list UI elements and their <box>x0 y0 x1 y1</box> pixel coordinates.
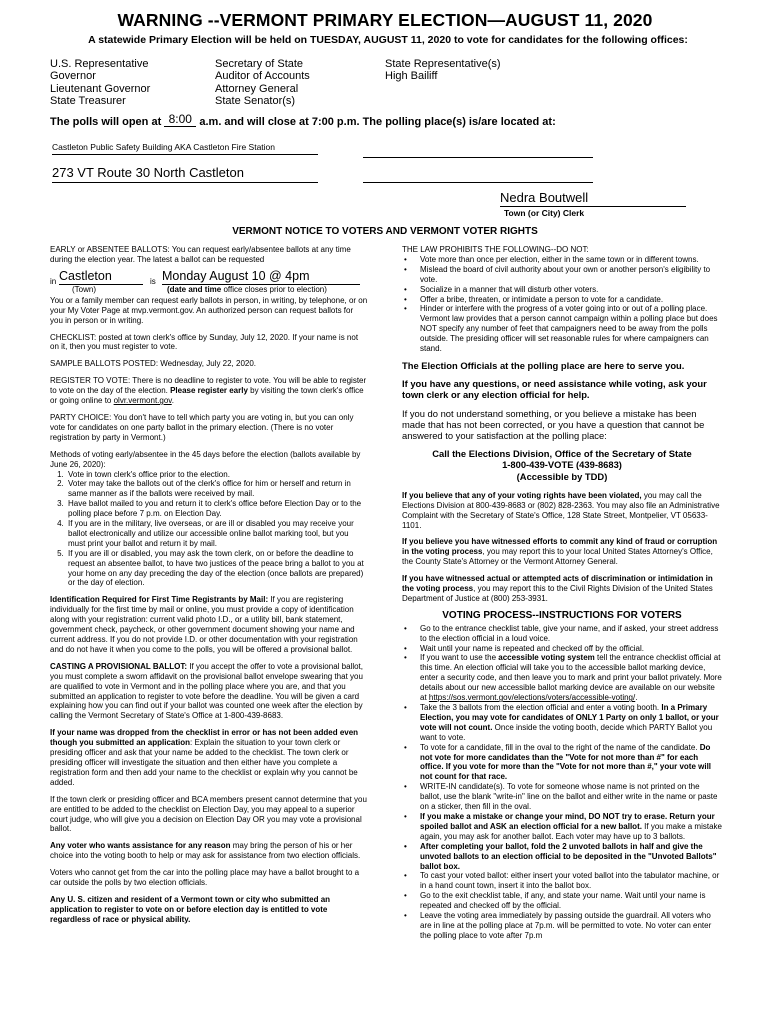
clerk-label: Town (or City) Clerk <box>504 208 585 218</box>
office-item: Lieutenant Governor <box>50 82 151 95</box>
list-item <box>420 703 722 743</box>
tdd-line: (Accessible by TDD) <box>516 470 608 482</box>
party-choice-text: PARTY CHOICE: You don't have to tell which party you are voting in, but you can only vote for candidates on one party ballot in the primary election. (There is no voter registration by party in Vermont.) <box>50 412 354 442</box>
clerk-name: Nedra Boutwell <box>500 190 686 207</box>
call-line: Call the Elections Division, Office of the Secretary of State <box>432 448 692 460</box>
p4b: In a Primary Election, you may vote for candidates of ONLY 1 Party on only 1 ballot, or your vote will not count. <box>420 703 719 732</box>
office-item: Auditor of Accounts <box>215 70 310 83</box>
accessible-voting-link[interactable]: https://sos.vermont.gov/elections/voters/accessible-voting/ <box>428 693 636 703</box>
violated-text <box>402 491 722 531</box>
document-subtitle: A statewide Primary Election will be held on TUESDAY, AUGUST 11, 2020 to vote for candidates for the following offices: <box>88 34 688 46</box>
is-word: is <box>150 276 156 286</box>
violated-rest: you may call the Elections Division at 800-439-8683 or (802) 828-2363. You may also file an Administrative Complaint with the Secretary of State's Office, 128 State Street, Montpelier, VT 05633-1101. <box>402 490 720 530</box>
document-title: WARNING --VERMONT PRIMARY ELECTION—AUGUST 11, 2020 <box>117 10 653 30</box>
register-link[interactable]: olvr.vermont.gov <box>113 396 172 406</box>
questions-text: If you have any questions, or need assistance while voting, ask your town clerk or any election official for help. <box>402 378 707 401</box>
list-item: 4. If you are in the military, live overseas, or are ill or disabled you may receive your ballot electronically and utilize our accessible online ballot marking tool, but you must print your ballot and return it by mail. <box>66 519 368 549</box>
p7a: If you make a mistake or change your mind, DO NOT try to erase. Return your spoiled ballot and ASK an election official for a new ballot. <box>420 811 715 831</box>
id-required-text <box>50 595 368 654</box>
left-column <box>50 245 368 932</box>
discrim-bold: If you have witnessed actual or attempted acts of discrimination or intimidation in the voting process <box>402 574 713 594</box>
methods-intro: Methods of voting early/absentee in the 45 days before the election (ballots available by June 26, 2020): <box>50 449 361 469</box>
list-item: • WRITE-IN candidate(s). To vote for someone whose name is not printed on the ballot, use the blank "write-in" line on the ballot and either write in the name or paste on a sticker, then fill in the oval. <box>420 782 722 812</box>
polls-prefix: The polls will open at <box>50 116 162 128</box>
p3d: . <box>635 693 638 703</box>
list-item: • Hinder or interfere with the progress of a voter going into or out of a polling place. Vermont law provides that a person cannot campaign within a polling place but does NOT specify any number of feet that campaigners need to be away from the polls outside. The presiding officer will set reasonable rules for where campaigners can stand. <box>420 304 722 354</box>
office-item: U.S. Representative <box>50 58 149 70</box>
voting-process-title: VOTING PROCESS--INSTRUCTIONS FOR VOTERS <box>442 609 682 621</box>
list-item: • After completing your ballot, fold the 2 unvoted ballots in half and give the unvoted ballots to an election official to be deposited in the "Unvoted Ballots" ballot box. <box>420 842 722 872</box>
town-label: (Town) <box>72 284 97 294</box>
sample-ballots-text: SAMPLE BALLOTS POSTED: Wednesday, July 22, 2020. <box>50 359 257 369</box>
violated-bold: If you believe that any of your voting rights have been violated, <box>402 490 642 500</box>
id-bold: Identification Required for First Time Registrants by Mail: <box>50 595 269 605</box>
polling-place-line-2: 273 VT Route 30 North Castleton <box>52 165 318 183</box>
offices-column-2 <box>215 58 310 108</box>
list-item <box>420 812 722 842</box>
notice-title: VERMONT NOTICE TO VOTERS AND VERMONT VOTER RIGHTS <box>232 226 538 237</box>
offices-column-3 <box>385 58 501 83</box>
list-item: • Go to the exit checklist table, if any, and state your name. Wait until your name is repeated and checked off by the official. <box>420 891 722 911</box>
dropped-text <box>50 728 368 787</box>
office-item: High Bailiff <box>385 70 438 83</box>
office-item: State Representative(s) <box>385 58 501 70</box>
list-item: • To cast your voted ballot: either insert your voted ballot into the tabulator machine, or in a hand count town, insert it into the ballot box. <box>420 871 722 891</box>
id-rest: If you are registering individually for the first time by mail or online, you must provide a copy of identification along with your registration: current valid photo I.D., or a utility bill, bank statement, government check, paycheck, or other government document showing your name and current address. If you do not provide I.D. or other documentation with your registration and do not have it when you come to the polls, you will be offered a provisional ballot. <box>50 595 358 654</box>
p5b: Do not vote for more candidates than the "Vote for not more than #" for each office. If you vote for more than the "Vote for not more than #," your vote will not count for that race. <box>420 742 712 782</box>
provisional-text <box>50 662 368 721</box>
bca-text: If the town clerk or presiding officer and BCA members present cannot determine that you are entitled to be added to the checklist on Election Day, you may appeal to a superior court judge, who will give you a decision on Election Day OR you may vote a provisional ballot. <box>50 794 367 834</box>
officials-text: The Election Officials at the polling place are here to serve you. <box>402 359 685 371</box>
prov-rest: If you accept the offer to vote a provisional ballot, you must complete a sworn affidavit on the provisional ballot envelope swearing that you are qualified to vote in Vermont and in the polling place where you are, and that you submitted an application to register to vote before the deadline. You will be given a card explaining how you can find out if your ballot was counted one week after the election by calling the Vermont Secretary of State's Office at 1-800-439-8683. <box>50 661 364 721</box>
p4c: Once inside the voting booth, decide which PARTY Ballot you want to vote. <box>420 722 713 742</box>
register-b: Please register early <box>167 386 248 396</box>
office-item: Secretary of State <box>215 58 304 70</box>
list-item: • Wait until your name is repeated and checked off by the official. <box>420 644 722 654</box>
methods-list <box>50 470 368 589</box>
right-column <box>402 245 722 947</box>
register-c: by visiting the town clerk's office or going online to <box>50 386 364 406</box>
dropped-rest: : Explain the situation to your town clerk or presiding officer and ask that your name be added to the checklist. The town clerk or presiding officer will investigate the situation and then either have you complete a registration form and then add your name to the checklist or explain why you cannot be added. <box>50 738 358 787</box>
polls-open-time: 8:00 <box>164 112 196 127</box>
list-item: • Go to the entrance checklist table, give your name, and if asked, your street address to the election official in a loud voice. <box>420 624 722 644</box>
voting-process-list <box>402 624 722 941</box>
office-item: Governor <box>50 70 96 83</box>
assistance-text <box>50 841 368 861</box>
citizen-text: Any U. S. citizen and resident of a Vermont town or city who submitted an application to register to vote on or before election day is entitled to vote regardless of race or physical ability. <box>50 894 331 924</box>
list-item: • Vote more than once per election, either in the same town or in different towns. <box>420 255 722 265</box>
list-item: 2. Voter may take the ballots out of the clerk's office for him or herself and return in same manner as if the ballots were received by mail. <box>66 479 368 499</box>
list-item <box>420 653 722 703</box>
fraud-text <box>402 537 722 567</box>
p3b: accessible voting system <box>498 653 595 663</box>
office-item: Attorney General <box>215 82 299 95</box>
mistake-text: If you do not understand something, or you believe a mistake has been made that has not been corrected, or you have a question that cannot be answered to your satisfaction at the polling place: <box>402 407 705 441</box>
polls-hours <box>50 114 556 129</box>
checklist-text: CHECKLIST: posted at town clerk's office by Sunday, July 12, 2020. If your name is not on it, then you must register to vote. <box>50 332 359 352</box>
in-word: in <box>50 276 57 286</box>
p7b: If you make a mistake again, you may ask for another ballot. Each voter may have up to 3 ballots. <box>420 821 722 841</box>
office-item: State Treasurer <box>50 95 126 108</box>
assist-rest: may bring the person of his or her choice into the voting booth to help or may ask for assistance from two election officials. <box>50 841 361 861</box>
register-a: REGISTER TO VOTE: There is no deadline to register to vote. You will be able to register to vote on the day of the election. <box>50 376 367 396</box>
list-item: 3. Have ballot mailed to you and return it to clerk's office before Election Day or to the polling place before 7 p.m. on Election Day. <box>66 499 368 519</box>
car-text: Voters who cannot get from the car into the polling place may have a ballot brought to a car outside the polls by two election officials. <box>50 868 360 888</box>
blank-line <box>363 182 593 183</box>
early-deadline-row <box>50 267 368 294</box>
list-item: • Mislead the board of civil authority about your own or another person's eligibility to vote. <box>420 265 722 285</box>
discrimination-text <box>402 574 722 604</box>
date-label-bold: (date and time <box>167 284 222 294</box>
fraud-bold: If you believe you have witnessed efforts to commit any kind of fraud or corruption in the voting process <box>402 537 718 557</box>
blank-line <box>363 157 593 158</box>
fraud-rest: , you may report this to your local United States Attorney's Office, the County State's Attorney or the Vermont Attorney General. <box>402 547 713 567</box>
register-text <box>50 376 368 406</box>
offices-column-1 <box>50 58 150 108</box>
polling-place-line-1: Castleton Public Safety Building AKA Castleton Fire Station <box>52 142 318 155</box>
p3c: tell the entrance checklist official at this time. An election official will take you to the accessible ballot marking device, enter a security code, and then leave you to mark and print your ballot privately. More details about our new accessible ballot marking device are available on our website at <box>420 653 722 703</box>
office-item: State Senator(s) <box>215 95 296 108</box>
list-item: • Leave the voting area immediately by passing outside the guardrail. All voters who are in line at the polling place at 7p.m. will be permitted to vote. No voter can enter the polling place to vote after 7p.m <box>420 911 722 941</box>
p5a: To vote for a candidate, fill in the oval to the right of the name of the candidate. <box>420 742 700 752</box>
early-town: Castleton <box>59 268 143 285</box>
law-intro: THE LAW PROHIBITS THE FOLLOWING--DO NOT: <box>402 245 589 254</box>
list-item: • Socialize in a manner that will disturb other voters. <box>420 285 722 295</box>
early-deadline: Monday August 10 @ 4pm <box>162 268 360 285</box>
early-ballots-text: EARLY or ABSENTEE BALLOTS: You can request early/absentee ballots at any time during the election year. The latest a ballot can be requested <box>50 245 351 264</box>
assist-bold: Any voter who wants assistance for any reason <box>50 841 231 851</box>
polls-suffix: a.m. and will close at 7:00 p.m. The polling place(s) is/are located at: <box>199 116 556 128</box>
family-request-text: You or a family member can request early ballots in person, in writing, by telephone, or on your My Voter Page at mvp.vermont.gov. An authorized person can request ballots for you in person or in writing. <box>50 295 368 325</box>
list-item: 1. Vote in town clerk's office prior to the election. <box>66 470 368 480</box>
list-item: • Offer a bribe, threaten, or intimidate a person to vote for a candidate. <box>420 295 722 305</box>
list-item: 5. If you are ill or disabled, you may ask the town clerk, on or before the deadline to request an absentee ballot, to have two justices of the peace bring a ballot to you at your home on any day preceding the day of the election (once ballots are prepared) or the day of election. <box>66 549 368 589</box>
p3a: If you want to use the <box>420 653 499 663</box>
phone-line: 1-800-439-VOTE (439-8683) <box>502 459 622 471</box>
prov-bold: CASTING A PROVISIONAL BALLOT: <box>50 661 188 671</box>
date-label <box>167 285 327 295</box>
law-list <box>402 255 722 354</box>
register-d: . <box>171 396 174 406</box>
p4a: Take the 3 ballots from the election official and enter a voting booth. <box>420 703 662 713</box>
dropped-bold: If your name was dropped from the checklist in error or has not been added even though you submitted an application <box>50 728 359 748</box>
discrim-rest: , you may report this to the Civil Rights Division of the United States Department of Justice at (800) 253-3931. <box>402 584 713 603</box>
date-label-rest: office closes prior to election) <box>221 284 327 294</box>
list-item <box>420 743 722 783</box>
